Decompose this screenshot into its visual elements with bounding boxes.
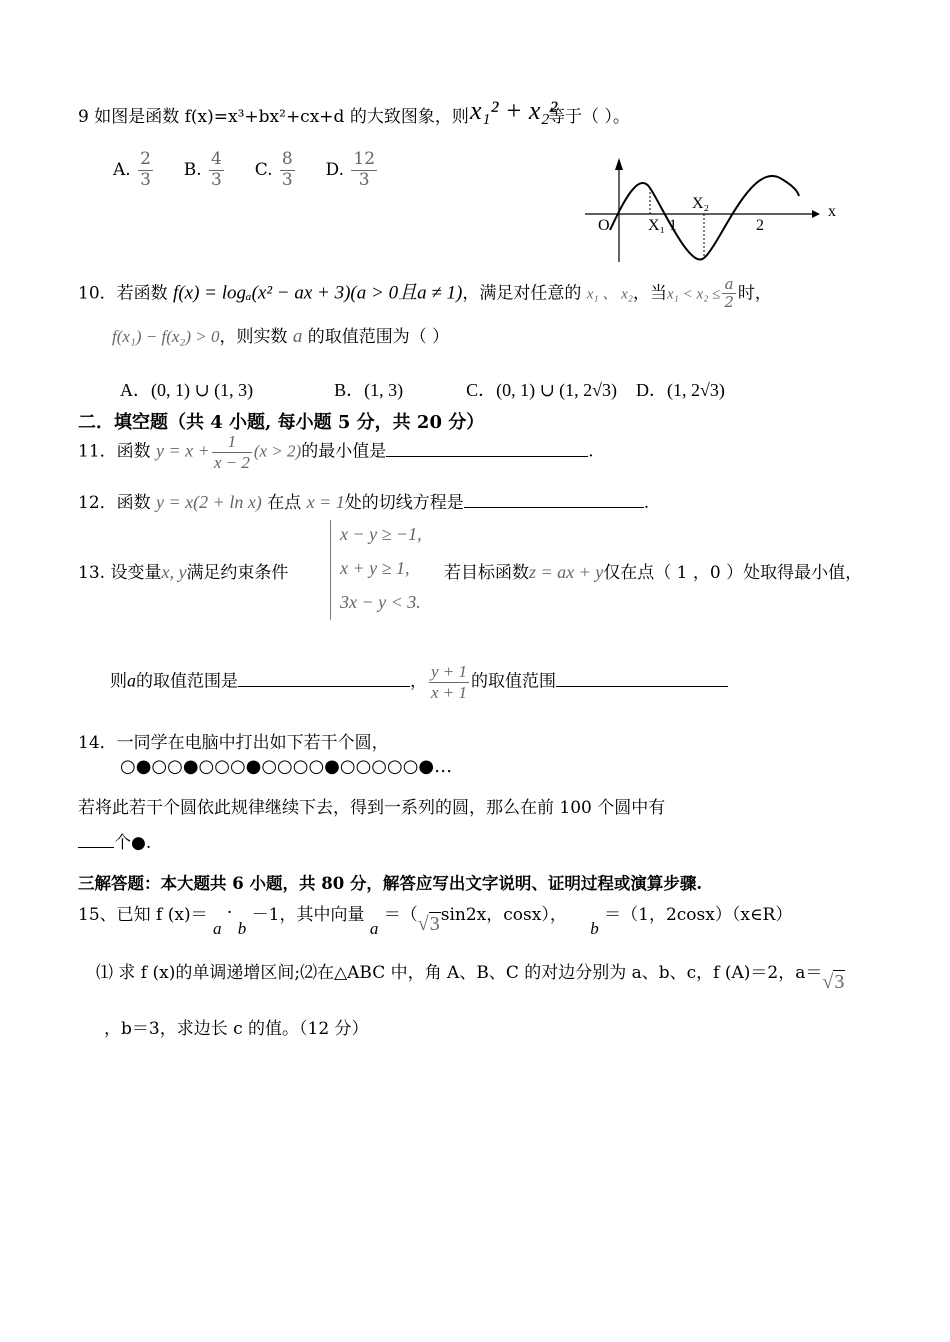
x-axis-arrow [812,210,820,218]
q13-constraint-1: x − y ≥ −1, [340,524,422,544]
q14-line3: 个●. [78,828,151,853]
q13-line1: 13. 设变量x, y满足约束条件 [78,562,289,583]
q15-vector-b: b [590,919,599,938]
q9-tail: 等于（ ）。 [548,107,630,127]
x-axis-label: x [828,203,836,220]
q10-line2: f(x₁) − f(x₂) > 0，则实数 a 的取值范围为（ ） [112,326,450,347]
q12: 12．函数 y = x(2 + ln x) 在点 x = 1处的切线方程是 . [78,492,650,513]
q12-answer-blank[interactable] [464,491,644,508]
q10-option-a[interactable]: A．(0, 1) ∪ (1, 3) [120,380,254,400]
q15-line2: ⑴ 求 f (x)的单调递增区间;⑵在△ABC 中，角 A、B、C 的对边分别为 a、b、c，f (A)＝2，a＝√3 [96,963,845,993]
x1-label: X₁ [648,217,666,234]
q15-vector-a: a [369,919,379,938]
q13-brace [330,520,332,620]
one-label: 1 [669,217,677,234]
q9-stem: 9 如图是函数 f(x)=x³+bx²+cx+d 的大致图象，则 [78,107,469,127]
origin-label: O [598,217,610,234]
q9-option-b[interactable]: B. $\frac{4}{3}$ [183,149,222,190]
two-label: 2 [756,217,764,234]
q13-answer-blank-1[interactable] [238,670,410,687]
q14-circles: ○●○○●○○○●○○○○●○○○○○●… [120,756,453,777]
q13-constraint-2: x + y ≥ 1, [340,558,410,578]
q9-expression: x₁² + x₂² [470,96,558,125]
section-3-heading: 三解答题：本大题共 6 小题，共 80 分，解答应写出文字说明、证明过程或演算步骤. [78,874,703,893]
q11: 11．函数 y = x + $\frac{1}{x - 2}$ (x > 2)的最小值是 . [78,432,594,472]
q13-target: 若目标函数z = ax + y仅在点（ 1 ，0 ）处取得最小值， [444,562,863,583]
q13-constraint-3: 3x − y < 3. [340,592,421,612]
q9-option-d[interactable]: D. $\frac{12}{3}$ [325,149,376,190]
q9-option-c[interactable]: C. $\frac{8}{3}$ [254,149,293,190]
q14-line2: 若将此若干个圆依此规律继续下去，得到一系列的圆，那么在前 100 个圆中有 [78,798,666,818]
q10-option-b[interactable]: B．(1, 3) [334,380,404,400]
section-2-heading: 二．填空题（共 4 小题, 每小题 5 分，共 20 分） [78,412,485,433]
q10-line1: 10．若函数 f(x) = logₐ(x² − ax + 3)(a > 0且a ≠ 1)，满足对任意的 x₁ 、 x₂，当x₁ < x₂ ≤ $\frac{a}{2}$ 时， [78,275,772,312]
q9-options [113,150,379,190]
y-axis-arrow [615,158,623,170]
q10-option-d[interactable]: D．(1, 2√3) [636,380,725,400]
q10-option-c[interactable]: C．(0, 1) ∪ (1, 2√3) [466,380,618,400]
q13-answer-blank-2[interactable] [556,670,728,687]
cubic-function-graph [580,150,850,265]
x2-label: X₂ [692,195,710,212]
q14-answer-blank[interactable] [78,831,114,848]
q11-answer-blank[interactable] [386,440,588,457]
q15-line3: ，b＝3，求边长 c 的值。（12 分） [104,1019,369,1039]
q13-line2: 则a的取值范围是 ， $\frac{y + 1}{x + 1}$ 的取值范围 [110,662,728,702]
q9-option-a[interactable]: A. $\frac{2}{3}$ [113,149,151,190]
q10-options [120,376,725,402]
q15-line1: 15、已知 f (x)＝ a · b －1，其中向量 a ＝（√3sin2x，cosx）， b ＝（1，2cosx）（x∈R） [78,903,793,938]
q14-stem: 14．一同学在电脑中打出如下若干个圆， [78,733,389,753]
